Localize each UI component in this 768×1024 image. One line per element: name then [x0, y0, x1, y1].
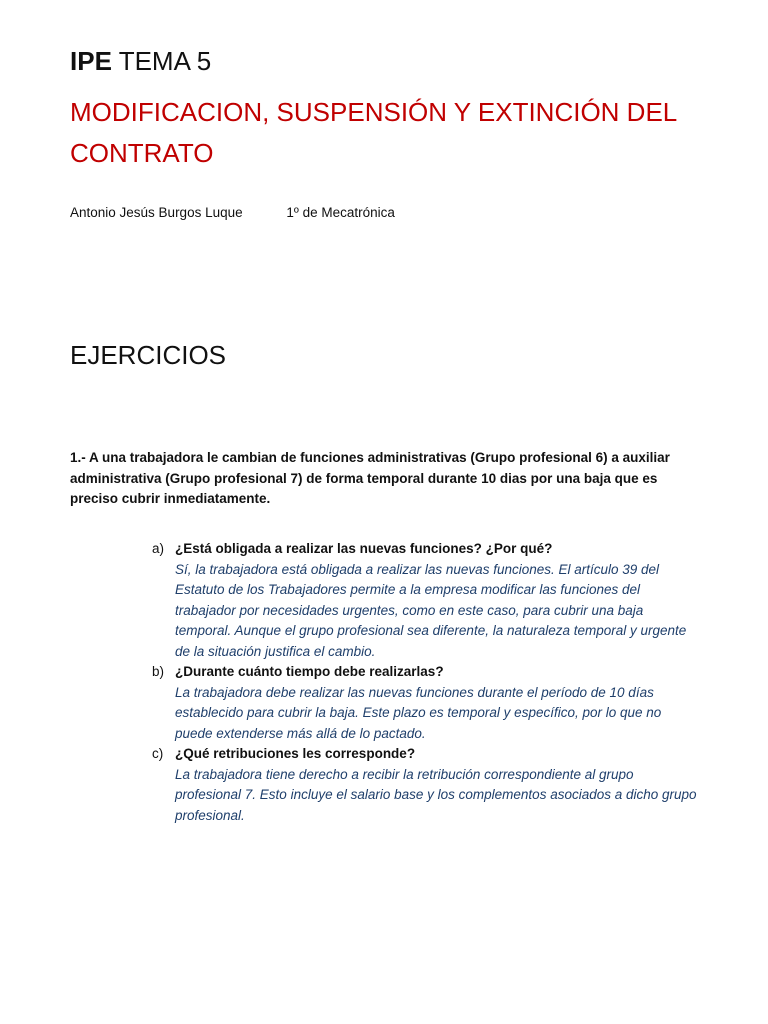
list-item — [152, 744, 697, 826]
question-list — [152, 539, 697, 826]
document-header — [70, 44, 211, 78]
subject-label: IPE — [70, 46, 112, 76]
question-text: ¿Qué retribuciones les corresponde? — [175, 746, 416, 761]
exercise-text: A una trabajadora le cambian de funciones administrativas (Grupo profesional 6) a auxiliar administrativa (Grupo profesional 7) de forma temporal durante 10 dias por una baja que es preciso cubrir inmediatamente. — [70, 450, 670, 506]
exercise-number: 1.- — [70, 450, 86, 465]
question-text: ¿Está obligada a realizar las nuevas funciones? ¿Por qué? — [175, 541, 553, 556]
topic-label: TEMA 5 — [118, 46, 212, 76]
list-marker: a) — [152, 541, 165, 556]
course-name: 1º de Mecatrónica — [286, 205, 395, 220]
list-item — [152, 539, 697, 662]
answer-text: La trabajadora debe realizar las nuevas funciones durante el período de 10 días establecido para cubrir la baja. Este plazo es temporal y específico, por lo que no puede extenderse más allá de lo pactado. — [175, 684, 662, 741]
author-name: Antonio Jesús Burgos Luque — [70, 205, 243, 220]
answer-text: La trabajadora tiene derecho a recibir la retribución correspondiente al grupo profesional 7. Esto incluye el salario base y los complementos asociados a dicho grupo profesional. — [175, 766, 697, 823]
exercise-statement — [70, 448, 700, 510]
list-marker: b) — [152, 664, 165, 679]
section-title: EJERCICIOS — [70, 340, 227, 370]
document-title: MODIFICACION, SUSPENSIÓN Y EXTINCIÓN DEL CONTRATO — [70, 97, 677, 168]
list-marker: c) — [152, 746, 164, 761]
question-text: ¿Durante cuánto tiempo debe realizarlas? — [175, 664, 444, 679]
answer-text: Sí, la trabajadora está obligada a realizar las nuevas funciones. El artículo 39 del Estatuto de los Trabajadores permite a la empresa modificar las funciones del trabajador por necesidades urgentes, como en este caso, para cubrir una baja temporal. Aunque el grupo profesional sea diferente, la naturaleza temporal y urgente de la situación justifica el cambio. — [175, 561, 687, 659]
author-line — [70, 204, 395, 222]
list-item — [152, 662, 697, 744]
